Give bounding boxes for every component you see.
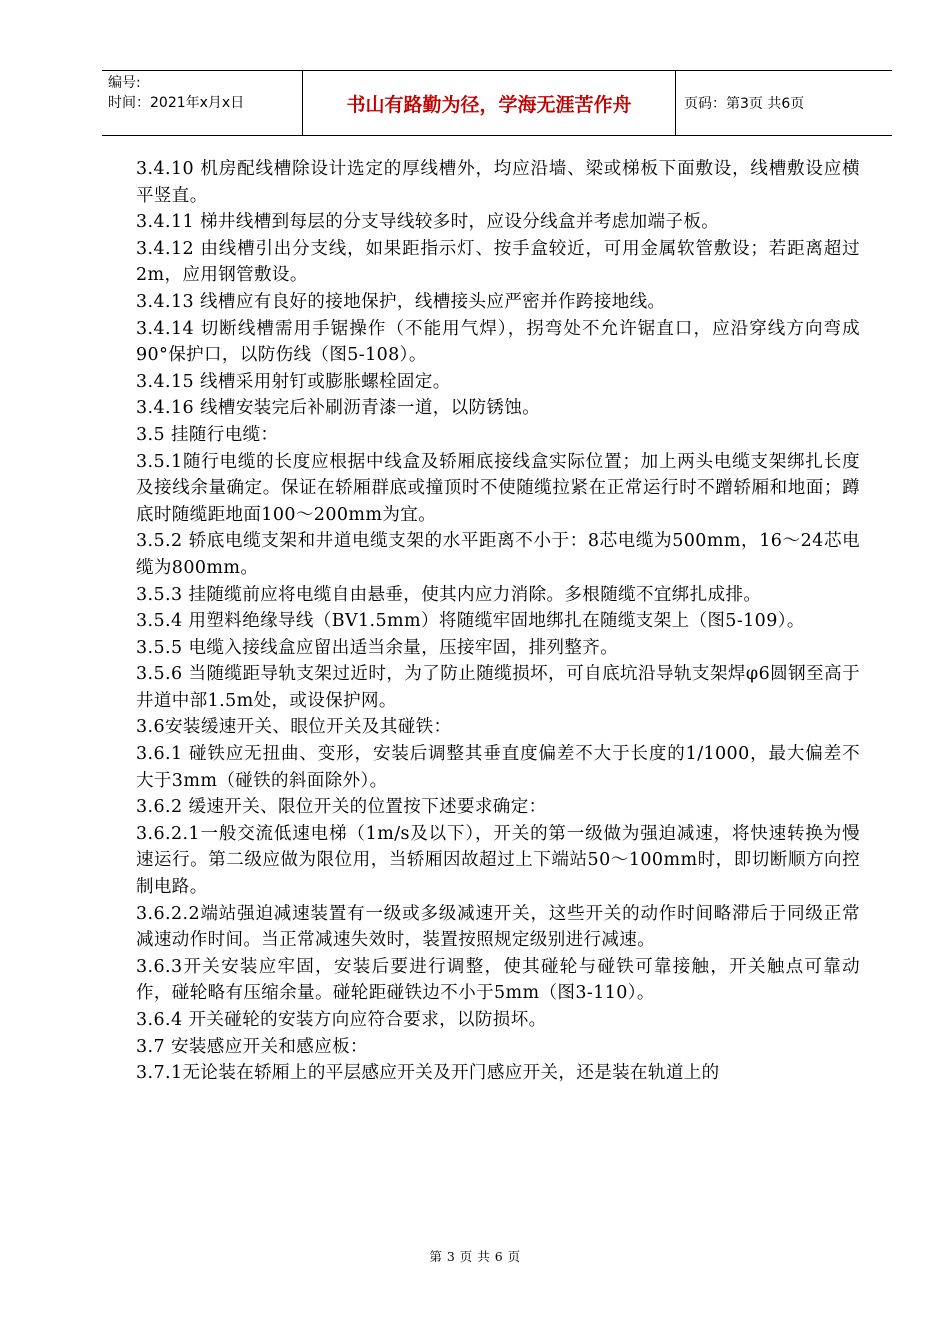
section-heading: 3.5 挂随行电缆：	[136, 424, 279, 445]
paragraph: 3.6.1 碰铁应无扭曲、变形，安装后调整其垂直度偏差不大于长度的1/1000，最大偏差不大于3mm（碰铁的斜面除外）。	[136, 744, 860, 791]
header-page-cell	[676, 71, 892, 135]
paragraph: 3.6.2.1一般交流低速电梯（1m/s及以下），开关的第一级做为强迫减速，将快速转换为慢速运行。第二级应做为限位用，当轿厢因故超过上下端站50～100mm时，即切断顺方向控制电路。	[136, 823, 860, 898]
paragraph: 3.5.3 挂随缆前应将电缆自由悬垂，使其内应力消除。多根随缆不宜绑扎成排。	[136, 584, 762, 605]
paragraph: 3.4.16 线槽安装完后补刷沥青漆一道，以防锈蚀。	[136, 398, 541, 419]
header-info-cell	[102, 71, 303, 135]
paragraph: 3.6.3开关安装应牢固，安装后要进行调整，使其碰轮与碰铁可靠接触，开关触点可靠动作，碰轮略有压缩余量。碰轮距碰铁边不小于5mm（图3-110）。	[136, 956, 860, 1004]
paragraph: 3.5.5 电缆入接线盒应留出适当余量，压接牢固，排列整齐。	[136, 637, 619, 658]
paragraph: 3.4.14 切断线槽需用手锯操作（不能用气焊），拐弯处不允许锯直口，应沿穿线方向弯成90°保护口，以防伤线（图5-108）。	[136, 318, 860, 366]
paragraph: 3.5.6 当随缆距导轨支架过近时，为了防止随缆损坏，可自底坑沿导轨支架焊φ6圆钢至高于井道中部1.5m处，或设保护网。	[136, 664, 860, 711]
document-time-label: 时间：2021年x月x日	[108, 95, 245, 111]
paragraph: 3.7.1无论装在轿厢上的平层感应开关及开门感应开关，还是装在轨道上的	[136, 1063, 720, 1084]
page-header	[102, 70, 892, 136]
paragraph: 3.5.2 轿底电缆支架和井道电缆支架的水平距离不小于：8芯电缆为500mm，16～24芯电缆为800mm。	[136, 531, 860, 578]
section-heading: 3.7 安装感应开关和感应板：	[136, 1036, 368, 1057]
paragraph: 3.4.12 由线槽引出分支线，如果距指示灯、按手盒较近，可用金属软管敷设；若距离超过2m，应用钢管敷设。	[136, 238, 860, 286]
header-page-number: 页码：第3页 共6页	[684, 96, 805, 112]
paragraph: 3.4.11 梯井线槽到每层的分支导线较多时，应设分线盒并考虑加端子板。	[136, 212, 720, 233]
header-motto-cell	[303, 71, 676, 135]
section-heading: 3.6安装缓速开关、眼位开关及其碰铁：	[136, 717, 452, 738]
paragraph: 3.6.4 开关碰轮的安装方向应符合要求，以防损坏。	[136, 1010, 547, 1030]
paragraph: 3.6.2 缓速开关、限位开关的位置按下述要求确定：	[136, 797, 547, 818]
document-body	[136, 156, 860, 1087]
paragraph: 3.4.10 机房配线槽除设计选定的厚线槽外，均应沿墙、梁或梯板下面敷设，线槽敷设应横平竖直。	[136, 159, 860, 206]
paragraph: 3.6.2.2端站强迫减速装置有一级或多级减速开关，这些开关的动作时间略滞后于同级正常减速动作时间。当正常减速失效时，装置按照规定级别进行减速。	[136, 903, 860, 951]
footer-page-number: 第 3 页 共 6 页	[429, 1249, 521, 1264]
paragraph: 3.5.1随行电缆的长度应根据中线盒及轿厢底接线盒实际位置；加上两头电缆支架绑扎长度及接线余量确定。保证在轿厢群底或撞顶时不使随缆拉紧在正常运行时不蹭轿厢和地面；蹲底时随缆距地面100～200mm为宜。	[136, 451, 860, 525]
paragraph: 3.4.13 线槽应有良好的接地保护，线槽接头应严密并作跨接地线。	[136, 291, 666, 312]
paragraph: 3.5.4 用塑料绝缘导线（BV1.5mm）将随缆牢固地绑扎在随缆支架上（图5-109）。	[136, 611, 805, 632]
page-footer	[0, 1247, 950, 1265]
document-number-label: 编号:	[108, 75, 141, 91]
paragraph: 3.4.15 线槽采用射钉或膨胀螺栓固定。	[136, 371, 451, 392]
header-motto: 书山有路勤为径，学海无涯苦作舟	[346, 93, 632, 116]
